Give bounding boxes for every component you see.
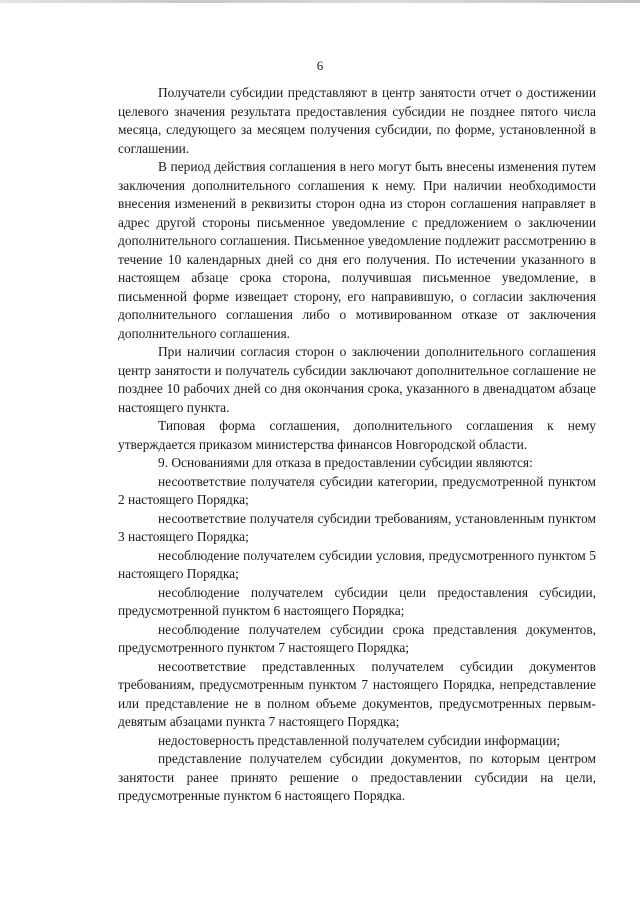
list-item: несоблюдение получателем субсидии срока представления документов, предусмотренного пунктом 7 настоящего Порядка; — [118, 621, 596, 655]
page-number: 6 — [316, 58, 324, 73]
document-body — [118, 84, 596, 806]
list-item: представление получателем субсидии документов, по которым центром занятости ранее принято решение о предоставлении субсидии на цели, предусмотренные пунктом 6 настоящего Порядка. — [118, 751, 596, 803]
paragraph-agreement-changes: В период действия соглашения в него могут быть внесены изменения путем заключения дополнительного соглашения к нему. При наличии необходимости внесения изменений в реквизиты сторон одна из сторон соглашения направляет в адрес другой стороны письменное уведомление с предложением о заключении дополнительного соглашения. Письменное уведомление подлежит рассмотрению в течение 10 календарных дней со дня его получения. По истечении указанного в настоящем абзаце срока сторона, получившая письменное уведомление, в письменной форме извещает сторону, его направившую, о согласии заключения дополнительного соглашения либо о мотивированном отказе от заключения дополнительного соглашения. — [118, 159, 596, 341]
list-item: несоответствие получателя субсидии категории, предусмотренной пунктом 2 настоящего Порядка; — [118, 473, 596, 507]
paragraph-additional-agreement: При наличии согласия сторон о заключении дополнительного соглашения центр занятости и получатель субсидии заключают дополнительное соглашение не позднее 10 рабочих дней со дня окончания срока, указанного в двенадцатом абзаце настоящего пункта. — [118, 344, 596, 415]
scan-edge — [0, 0, 640, 3]
list-item: несоответствие представленных получателем субсидии документов требованиям, предусмотренным пунктом 7 настоящего Порядка, непредставление или представление не в полном объеме документов, предусмотренных первым-девятым абзацами пункта 7 настоящего Порядка; — [118, 658, 596, 729]
list-item: недостоверность представленной получателем субсидии информации; — [158, 732, 561, 748]
list-item: несоответствие получателя субсидии требованиям, установленным пунктом 3 настоящего Порядка; — [118, 510, 596, 544]
paragraph-refusal-grounds-heading: 9. Основаниями для отказа в предоставлении субсидии являются: — [158, 455, 533, 470]
paragraph-standard-form: Типовая форма соглашения, дополнительного соглашения к нему утверждается приказом министерства финансов Новгородской области. — [118, 418, 596, 452]
paragraph-report-submission: Получатели субсидии представляют в центр занятости отчет о достижении целевого значения результата предоставления субсидии не позднее пятого числа месяца, следующего за месяцем получения субсидии, по форме, установленной в соглашении. — [118, 85, 596, 156]
list-item: несоблюдение получателем субсидии условия, предусмотренного пунктом 5 настоящего Порядка; — [118, 547, 596, 581]
list-item: несоблюдение получателем субсидии цели предоставления субсидии, предусмотренной пунктом 6 настоящего Порядка; — [118, 584, 596, 618]
